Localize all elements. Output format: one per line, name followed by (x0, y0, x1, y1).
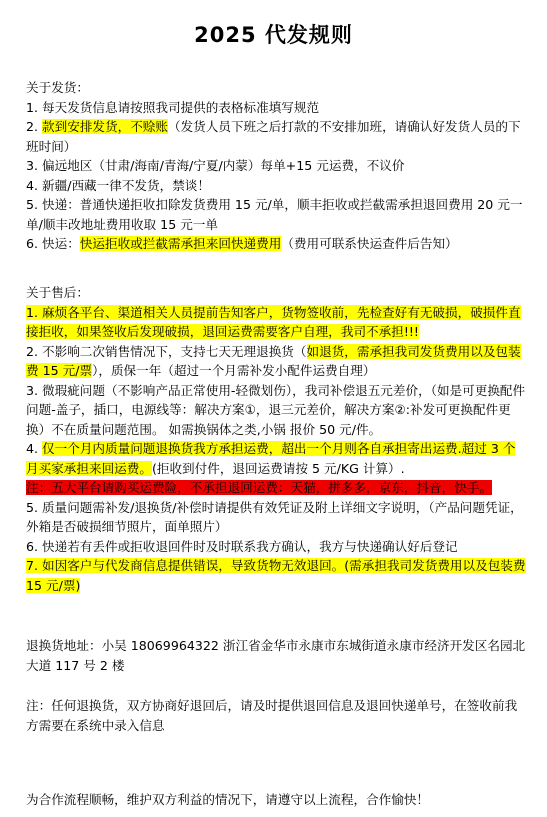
aftersale-item-7 (26, 556, 526, 595)
closing-block (26, 790, 526, 810)
shipping-heading: 关于发货： (26, 80, 89, 95)
item-text: (拒收到付件，退回运费请按 5 元/KG 计算）. (151, 460, 405, 476)
aftersale-red-note (26, 478, 526, 498)
item-text: ），质保一年（超过一个月需补发小配件运费自理） (92, 363, 376, 378)
page-title: 2025 代发规则 (194, 23, 353, 47)
highlight-text: 款到安排发货，不赊账 (42, 119, 168, 134)
note-block (26, 696, 526, 735)
highlight-text: 7. 如因客户与代发商信息提供错误，导致货物无效退回。(需承担我司发货费用以及包装费 15 元/票) (26, 558, 526, 593)
highlight-text: 1. 麻烦各平台、渠道相关人员提前告知客户，货物签收前，先检查好有无破损，破损件直接拒收，如果签收后发现破损，退回运费需要客户自理，我司不承担!!! (26, 304, 521, 339)
aftersale-heading: 关于售后： (26, 285, 89, 300)
item-number: 6. 快运： (26, 236, 80, 251)
aftersale-section (26, 283, 526, 595)
highlight-text: 快运拒收或拦截需承担来回快递费用 (79, 236, 282, 251)
item-number: 2. (26, 119, 43, 134)
closing-text: 为合作流程顺畅，维护双方利益的情况下，请遵守以上流程，合作愉快！ (26, 792, 429, 807)
shipping-item-5: 5. 快递：普通快递拒收扣除发货费用 15 元/单，顺丰拒收或拦截需承担退回费用 20 元一单/顺丰改地址费用收取 15 元一单 (26, 197, 523, 232)
aftersale-item-1 (26, 303, 526, 342)
shipping-item-6 (26, 234, 526, 254)
aftersale-item-5: 5. 质量问题需补发/退换货/补偿时请提供有效凭证及附上详细文字说明，（产品问题凭证，外箱是否破损细节照片，面单照片） (26, 499, 523, 534)
aftersale-item-6: 6. 快递若有丢件或拒收退回件时及时联系我方确认，我方与快递确认好后登记 (26, 538, 458, 554)
shipping-item-1: 1. 每天发货信息请按照我司提供的表格标准填写规范 (26, 99, 320, 115)
item-text: （发货人员下班之后打款的不安排加班，请确认好发货人员的下班时间） (26, 119, 521, 154)
shipping-section (26, 78, 526, 254)
shipping-item-2 (26, 117, 526, 156)
shipping-item-4: 4. 新疆/西藏一律不发货，禁谈！ (26, 177, 210, 193)
item-number: 4. (26, 441, 43, 456)
highlight-text: 如退货，需承担我司发货费用以及包装费 15 元/票 (26, 343, 521, 378)
aftersale-item-4 (26, 439, 526, 478)
item-text: 2. 不影响二次销售情况下，支持七天无理退换货（ (26, 343, 307, 359)
note-text: 注：任何退换货，双方协商好退回后，请及时提供退回信息及退回快递单号，在签收前我方需要在系统中录入信息 (26, 698, 518, 733)
red-highlight-text: 注：五大平台请购买运费险，不承担退回运费：天猫，拼多多，京东，抖音，快手。 (26, 480, 492, 495)
shipping-item-3: 3. 偏远地区（甘肃/海南/青海/宁夏/内蒙）每单+15 元运费，不议价 (26, 158, 405, 173)
aftersale-item-3: 3. 微瑕疵问题（不影响产品正常使用-轻微划伤），我司补偿退五元差价，（如是可更换配件问题-盖子，插口，电源线等：解决方案①，退三元差价，解决方案②:补发可更换配件更换）不在质量问题范围。 如需换锅体之类,小锅 报价 50 元/件。 (26, 382, 526, 437)
return-address (26, 636, 526, 675)
highlight-text: 仅一个月内质量问题退换货我方承担运费，超出一个月则各自承担寄出运费.超过 3 个月买家承担来回运费。 (26, 441, 516, 476)
aftersale-item-2 (26, 342, 526, 381)
return-address-text: 退换货地址：小吴 18069964322 浙江省金华市永康市东城街道永康市经济开发区名园北大道 117 号 2 楼 (26, 638, 526, 673)
item-text: （费用可联系快运查件后告知） (281, 236, 458, 251)
